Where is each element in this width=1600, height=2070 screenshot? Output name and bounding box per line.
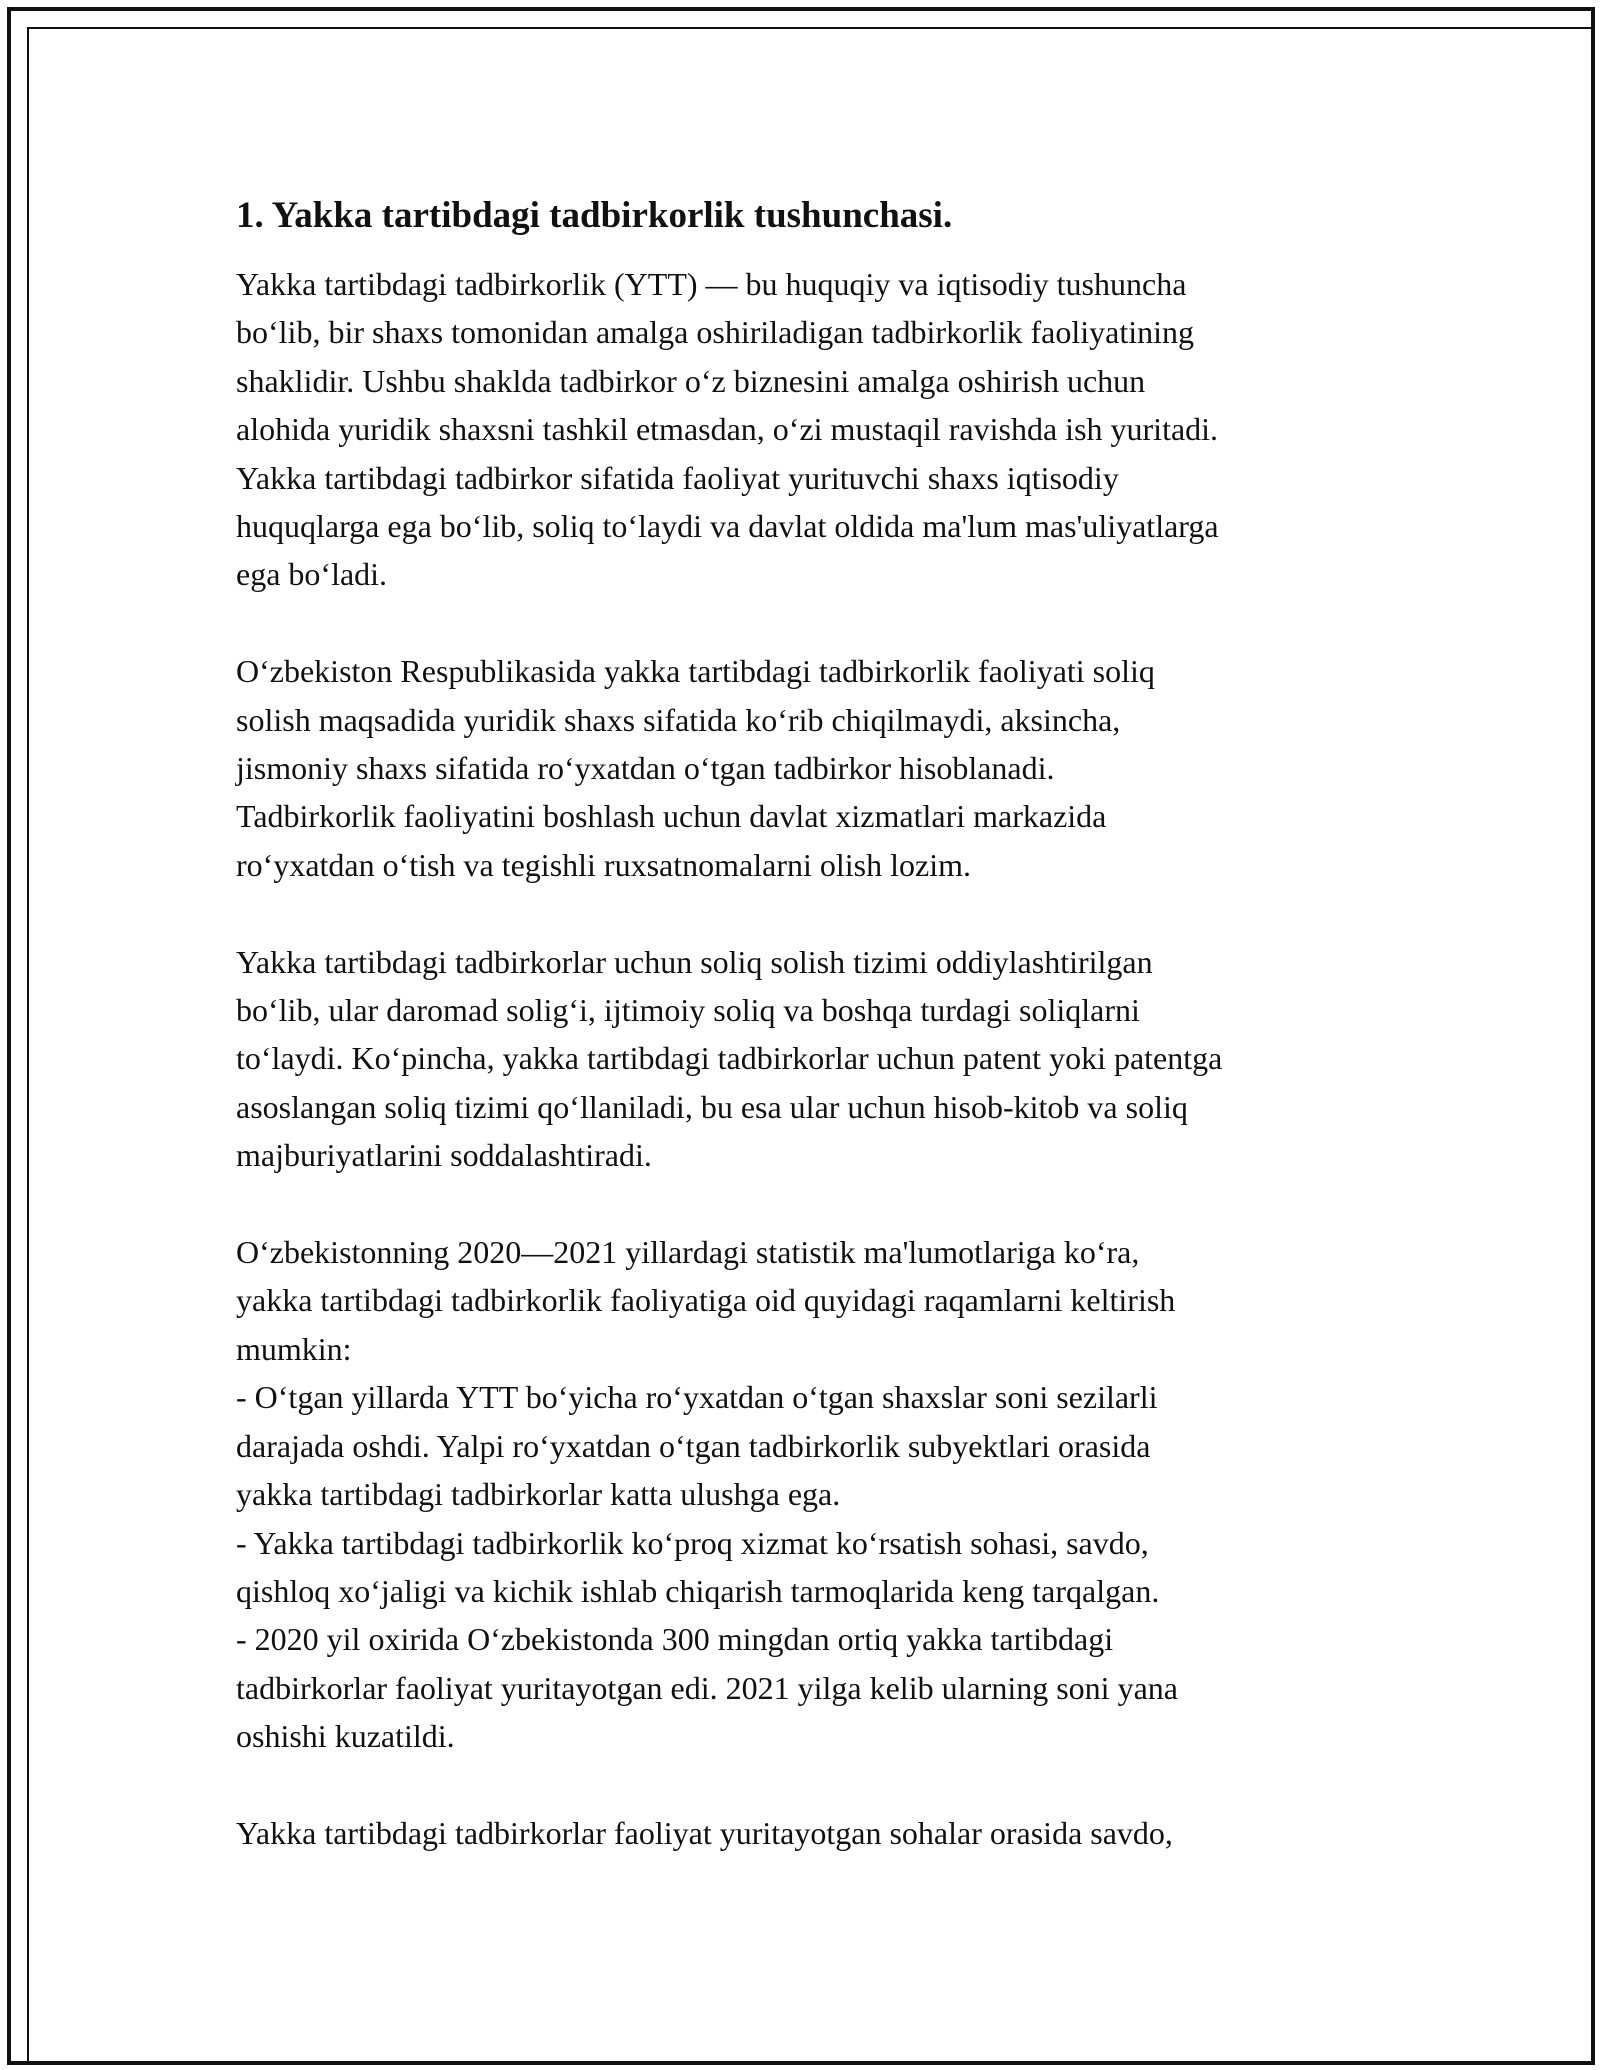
- text-line: yakka tartibdagi tadbirkorlik faoliyatiga oid quyidagi raqamlarni keltirish: [236, 1282, 1176, 1319]
- text-line: mumkin:: [236, 1330, 352, 1367]
- text-line: asoslangan soliq tizimi qo‘llaniladi, bu esa ular uchun hisob-kitob va soliq: [236, 1088, 1188, 1125]
- text-line: huquqlarga ega bo‘lib, soliq to‘laydi va davlat oldida ma'lum mas'uliyatlarga: [236, 508, 1219, 545]
- text-line: Yakka tartibdagi tadbirkorlik (YTT) — bu huquqiy va iqtisodiy tushuncha: [236, 266, 1187, 302]
- text-line: darajada oshdi. Yalpi ro‘yxatdan o‘tgan tadbirkorlik subyektlari orasida: [236, 1427, 1151, 1464]
- list-item: - Yakka tartibdagi tadbirkorlik ko‘proq xizmat ko‘rsatish sohasi, savdo,: [236, 1524, 1149, 1561]
- paragraph-statistics: [236, 1228, 1376, 1760]
- list-item: - 2020 yil oxirida O‘zbekistonda 300 mingdan ortiq yakka tartibdagi: [236, 1621, 1114, 1658]
- text-line: O‘zbekistonning 2020—2021 yillardagi statistik ma'lumotlariga ko‘ra,: [236, 1234, 1140, 1271]
- text-line: ega bo‘ladi.: [236, 556, 388, 593]
- text-line: oshishi kuzatildi.: [236, 1718, 455, 1755]
- text-line: bo‘lib, bir shaxs tomonidan amalga oshiriladigan tadbirkorlik faoliyatining: [236, 314, 1195, 351]
- paragraph-spacer: [236, 889, 1376, 937]
- text-line: Yakka tartibdagi tadbirkorlar faoliyat yuritayotgan sohalar orasida savdo,: [236, 1814, 1173, 1851]
- document-body: [236, 190, 1376, 1857]
- text-line: tadbirkorlar faoliyat yuritayotgan edi. 2021 yilga kelib ularning soni yana: [236, 1669, 1178, 1706]
- text-line: solish maqsadida yuridik shaxs sifatida ko‘rib chiqilmaydi, aksincha,: [236, 701, 1121, 738]
- text-line: yakka tartibdagi tadbirkorlar katta ulushga ega.: [236, 1476, 841, 1513]
- paragraph-spacer: [236, 599, 1376, 647]
- paragraph-spacer: [236, 1180, 1376, 1228]
- text-line: to‘laydi. Ko‘pincha, yakka tartibdagi tadbirkorlar uchun patent yoki patentga: [236, 1040, 1223, 1077]
- list-item: - O‘tgan yillarda YTT bo‘yicha ro‘yxatdan o‘tgan shaxslar soni sezilarli: [236, 1379, 1158, 1416]
- text-line: jismoniy shaxs sifatida ro‘yxatdan o‘tgan tadbirkor hisoblanadi.: [236, 750, 1055, 787]
- paragraph-registration: [236, 647, 1376, 889]
- text-line: Tadbirkorlik faoliyatini boshlash uchun davlat xizmatlari markazida: [236, 798, 1107, 835]
- text-line: majburiyatlarini soddalashtiradi.: [236, 1137, 652, 1174]
- text-line: O‘zbekiston Respublikasida yakka tartibdagi tadbirkorlik faoliyati soliq: [236, 653, 1155, 690]
- text-line: Yakka tartibdagi tadbirkorlar uchun soliq solish tizimi oddiylashtirilgan: [236, 943, 1153, 980]
- text-line: ro‘yxatdan o‘tish va tegishli ruxsatnomalarni olish lozim.: [236, 846, 971, 883]
- paragraph-taxation: [236, 938, 1376, 1180]
- text-line: bo‘lib, ular daromad solig‘i, ijtimoiy soliq va boshqa turdagi soliqlarni: [236, 992, 1140, 1029]
- text-line: qishloq xo‘jaligi va kichik ishlab chiqarish tarmoqlarida keng tarqalgan.: [236, 1572, 1160, 1609]
- paragraph-spacer: [236, 1761, 1376, 1809]
- paragraph-sectors: [236, 1809, 1376, 1857]
- section-heading: 1. Yakka tartibdagi tadbirkorlik tushunchasi.: [236, 195, 953, 236]
- text-line: alohida yuridik shaxsni tashkil etmasdan, o‘zi mustaqil ravishda ish yuritadi.: [236, 411, 1219, 448]
- text-line: shaklidir. Ushbu shaklda tadbirkor o‘z biznesini amalga oshirish uchun: [236, 362, 1146, 399]
- text-line: Yakka tartibdagi tadbirkor sifatida faoliyat yurituvchi shaxs iqtisodiy: [236, 459, 1119, 496]
- paragraph-definition: [236, 260, 1376, 599]
